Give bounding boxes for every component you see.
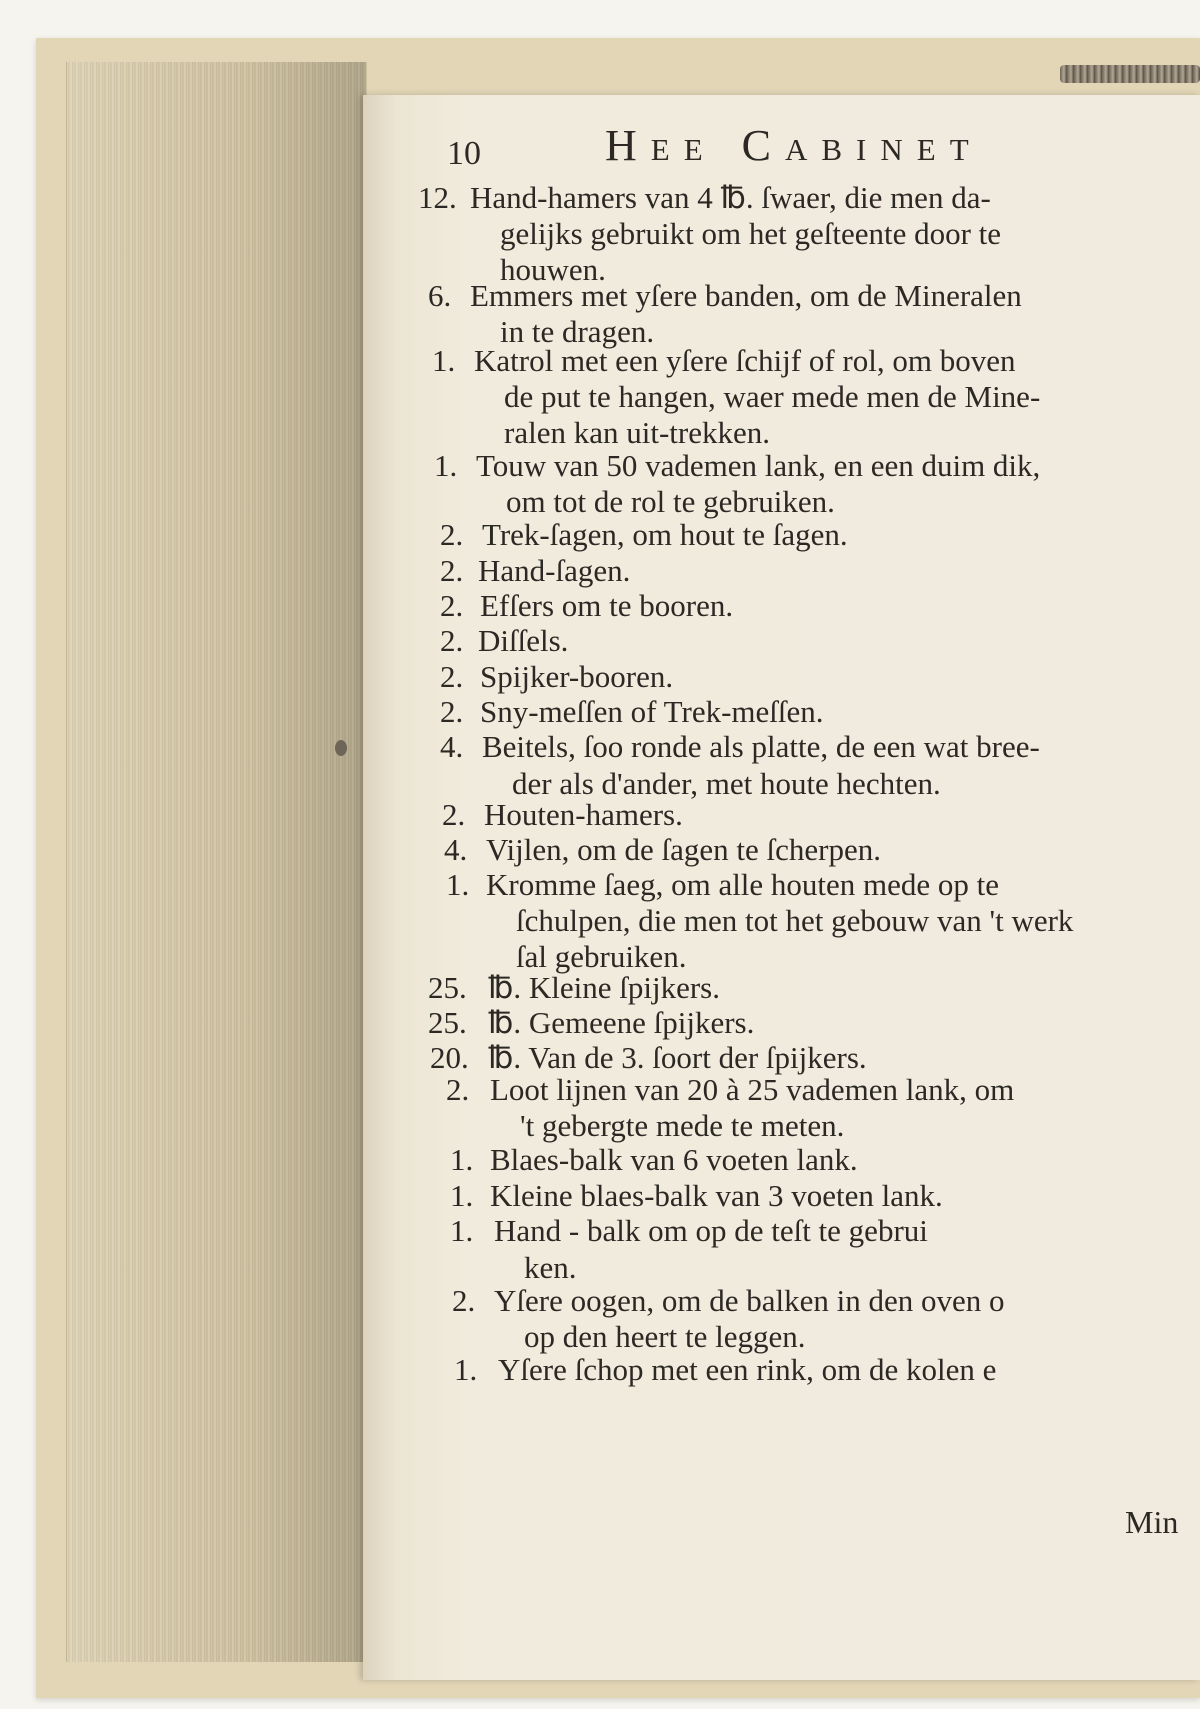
- entry-quantity: 4.: [440, 729, 464, 764]
- entry-quantity: 1.: [450, 1178, 474, 1213]
- entry-line: Yſere ſchop met een rink, om de kolen e: [498, 1352, 997, 1387]
- entry-text: [480, 588, 733, 624]
- entry-line: der als d'ander, met houte hechten.: [512, 766, 941, 801]
- entry-quantity: 2.: [440, 623, 464, 658]
- entry-line: 't gebergte mede te meten.: [520, 1108, 845, 1143]
- entry-text: [478, 623, 568, 659]
- entry-line: Efſers om te booren.: [480, 588, 734, 623]
- entry-line: ℔. Van de 3. ſoort der ſpijkers.: [488, 1040, 867, 1075]
- entry-line: ℔. Kleine ſpijkers.: [488, 970, 720, 1005]
- catchword: Min: [1125, 1504, 1179, 1540]
- entry-text: [482, 517, 848, 553]
- entry-line: Trek-ſagen, om hout te ſagen.: [482, 517, 848, 552]
- entry-line: Blaes-balk van 6 voeten lank.: [490, 1142, 858, 1177]
- entry-quantity: 25.: [428, 1005, 467, 1040]
- entry-quantity: 2.: [440, 659, 464, 694]
- entry-quantity: 2.: [440, 694, 464, 729]
- entry-line: Katrol met een yſere ſchijf of rol, om boven: [474, 343, 1016, 378]
- entry-line: Kromme ſaeg, om alle houten mede op te: [486, 867, 1000, 902]
- entry-text: [488, 1005, 754, 1041]
- entry-line: Beitels, ſoo ronde als platte, de een wat bree-: [482, 729, 1040, 764]
- entry-quantity: 1.: [446, 867, 470, 902]
- entry-quantity: 2.: [440, 588, 464, 623]
- entry-text: [474, 343, 1040, 451]
- entry-quantity: 1.: [434, 448, 458, 483]
- entry-line: Vijlen, om de ſagen te ſcherpen.: [486, 832, 881, 867]
- entry-line: Touw van 50 vademen lank, en een duim dik,: [476, 448, 1041, 483]
- entry-text: [488, 970, 720, 1006]
- entry-quantity: 4.: [444, 832, 468, 867]
- entry-line: Spijker-booren.: [480, 659, 674, 694]
- entry-text: [490, 1178, 943, 1214]
- entry-quantity: 1.: [454, 1352, 478, 1387]
- entry-quantity: 2.: [442, 797, 466, 832]
- entry-line: Diſſels.: [478, 623, 569, 658]
- entry-line: Houten-hamers.: [484, 797, 683, 832]
- entry-line: om tot de rol te gebruiken.: [506, 484, 835, 519]
- entry-quantity: 1.: [432, 343, 456, 378]
- entry-text: [476, 448, 1040, 520]
- entry-line: op den heert te leggen.: [524, 1319, 806, 1354]
- entry-text: [480, 659, 673, 695]
- entry-text: [486, 832, 881, 868]
- entry-text: [470, 180, 1001, 288]
- entry-text: [498, 1352, 996, 1388]
- entry-text: [484, 797, 683, 833]
- entry-quantity: 1.: [450, 1213, 474, 1248]
- running-head: Hee Cabinet: [605, 121, 983, 170]
- entry-quantity: 2.: [452, 1283, 476, 1318]
- entry-quantity: 2.: [440, 517, 464, 552]
- entry-text: [470, 278, 1022, 350]
- entry-quantity: 12.: [418, 180, 457, 215]
- entry-line: ralen kan uit-trekken.: [504, 415, 770, 450]
- entry-text: [482, 728, 1040, 802]
- entry-line: Hand - balk om op de teſt te gebrui: [494, 1213, 928, 1248]
- entry-line: Sny-meſſen of Trek-meſſen.: [480, 694, 824, 729]
- entry-text: [478, 553, 630, 589]
- entry-quantity: 1.: [450, 1142, 474, 1177]
- entry-text: [490, 1072, 1014, 1144]
- entry-quantity: 2.: [440, 553, 464, 588]
- entry-line: in te dragen.: [500, 314, 655, 349]
- entry-line: Emmers met yſere banden, om de Mineralen: [470, 278, 1022, 313]
- entry-line: Hand-ſagen.: [478, 553, 631, 588]
- entry-quantity: 20.: [430, 1040, 469, 1075]
- entry-quantity: 2.: [446, 1072, 470, 1107]
- entry-text: [480, 694, 824, 730]
- entry-text: [490, 1142, 858, 1178]
- entry-line: ken.: [524, 1250, 577, 1285]
- entry-line: gelijks gebruikt om het geſteente door te: [500, 216, 1002, 251]
- entry-line: ℔. Gemeene ſpijkers.: [488, 1005, 755, 1040]
- entry-text: [494, 1212, 928, 1286]
- entry-line: Loot lijnen van 20 à 25 vademen lank, om: [490, 1072, 1015, 1107]
- entry-quantity: 25.: [428, 970, 467, 1005]
- entry-line: houwen.: [500, 252, 606, 287]
- entry-quantity: 6.: [428, 278, 452, 313]
- page-number: 10: [447, 135, 481, 172]
- entry-line: de put te hangen, waer mede men de Mine-: [504, 379, 1041, 414]
- entry-text: [494, 1283, 1005, 1355]
- entry-text: [488, 1040, 867, 1076]
- entry-line: Kleine blaes-balk van 3 voeten lank.: [490, 1178, 943, 1213]
- entry-line: ſchulpen, die men tot het gebouw van 't werk: [516, 903, 1074, 938]
- entry-line: Hand-hamers van 4 ℔. ſwaer, die men da-: [470, 180, 991, 215]
- entry-text: [486, 867, 1073, 975]
- entry-line: ſal gebruiken.: [516, 939, 687, 974]
- entry-line: Yſere oogen, om de balken in den oven o: [494, 1283, 1005, 1318]
